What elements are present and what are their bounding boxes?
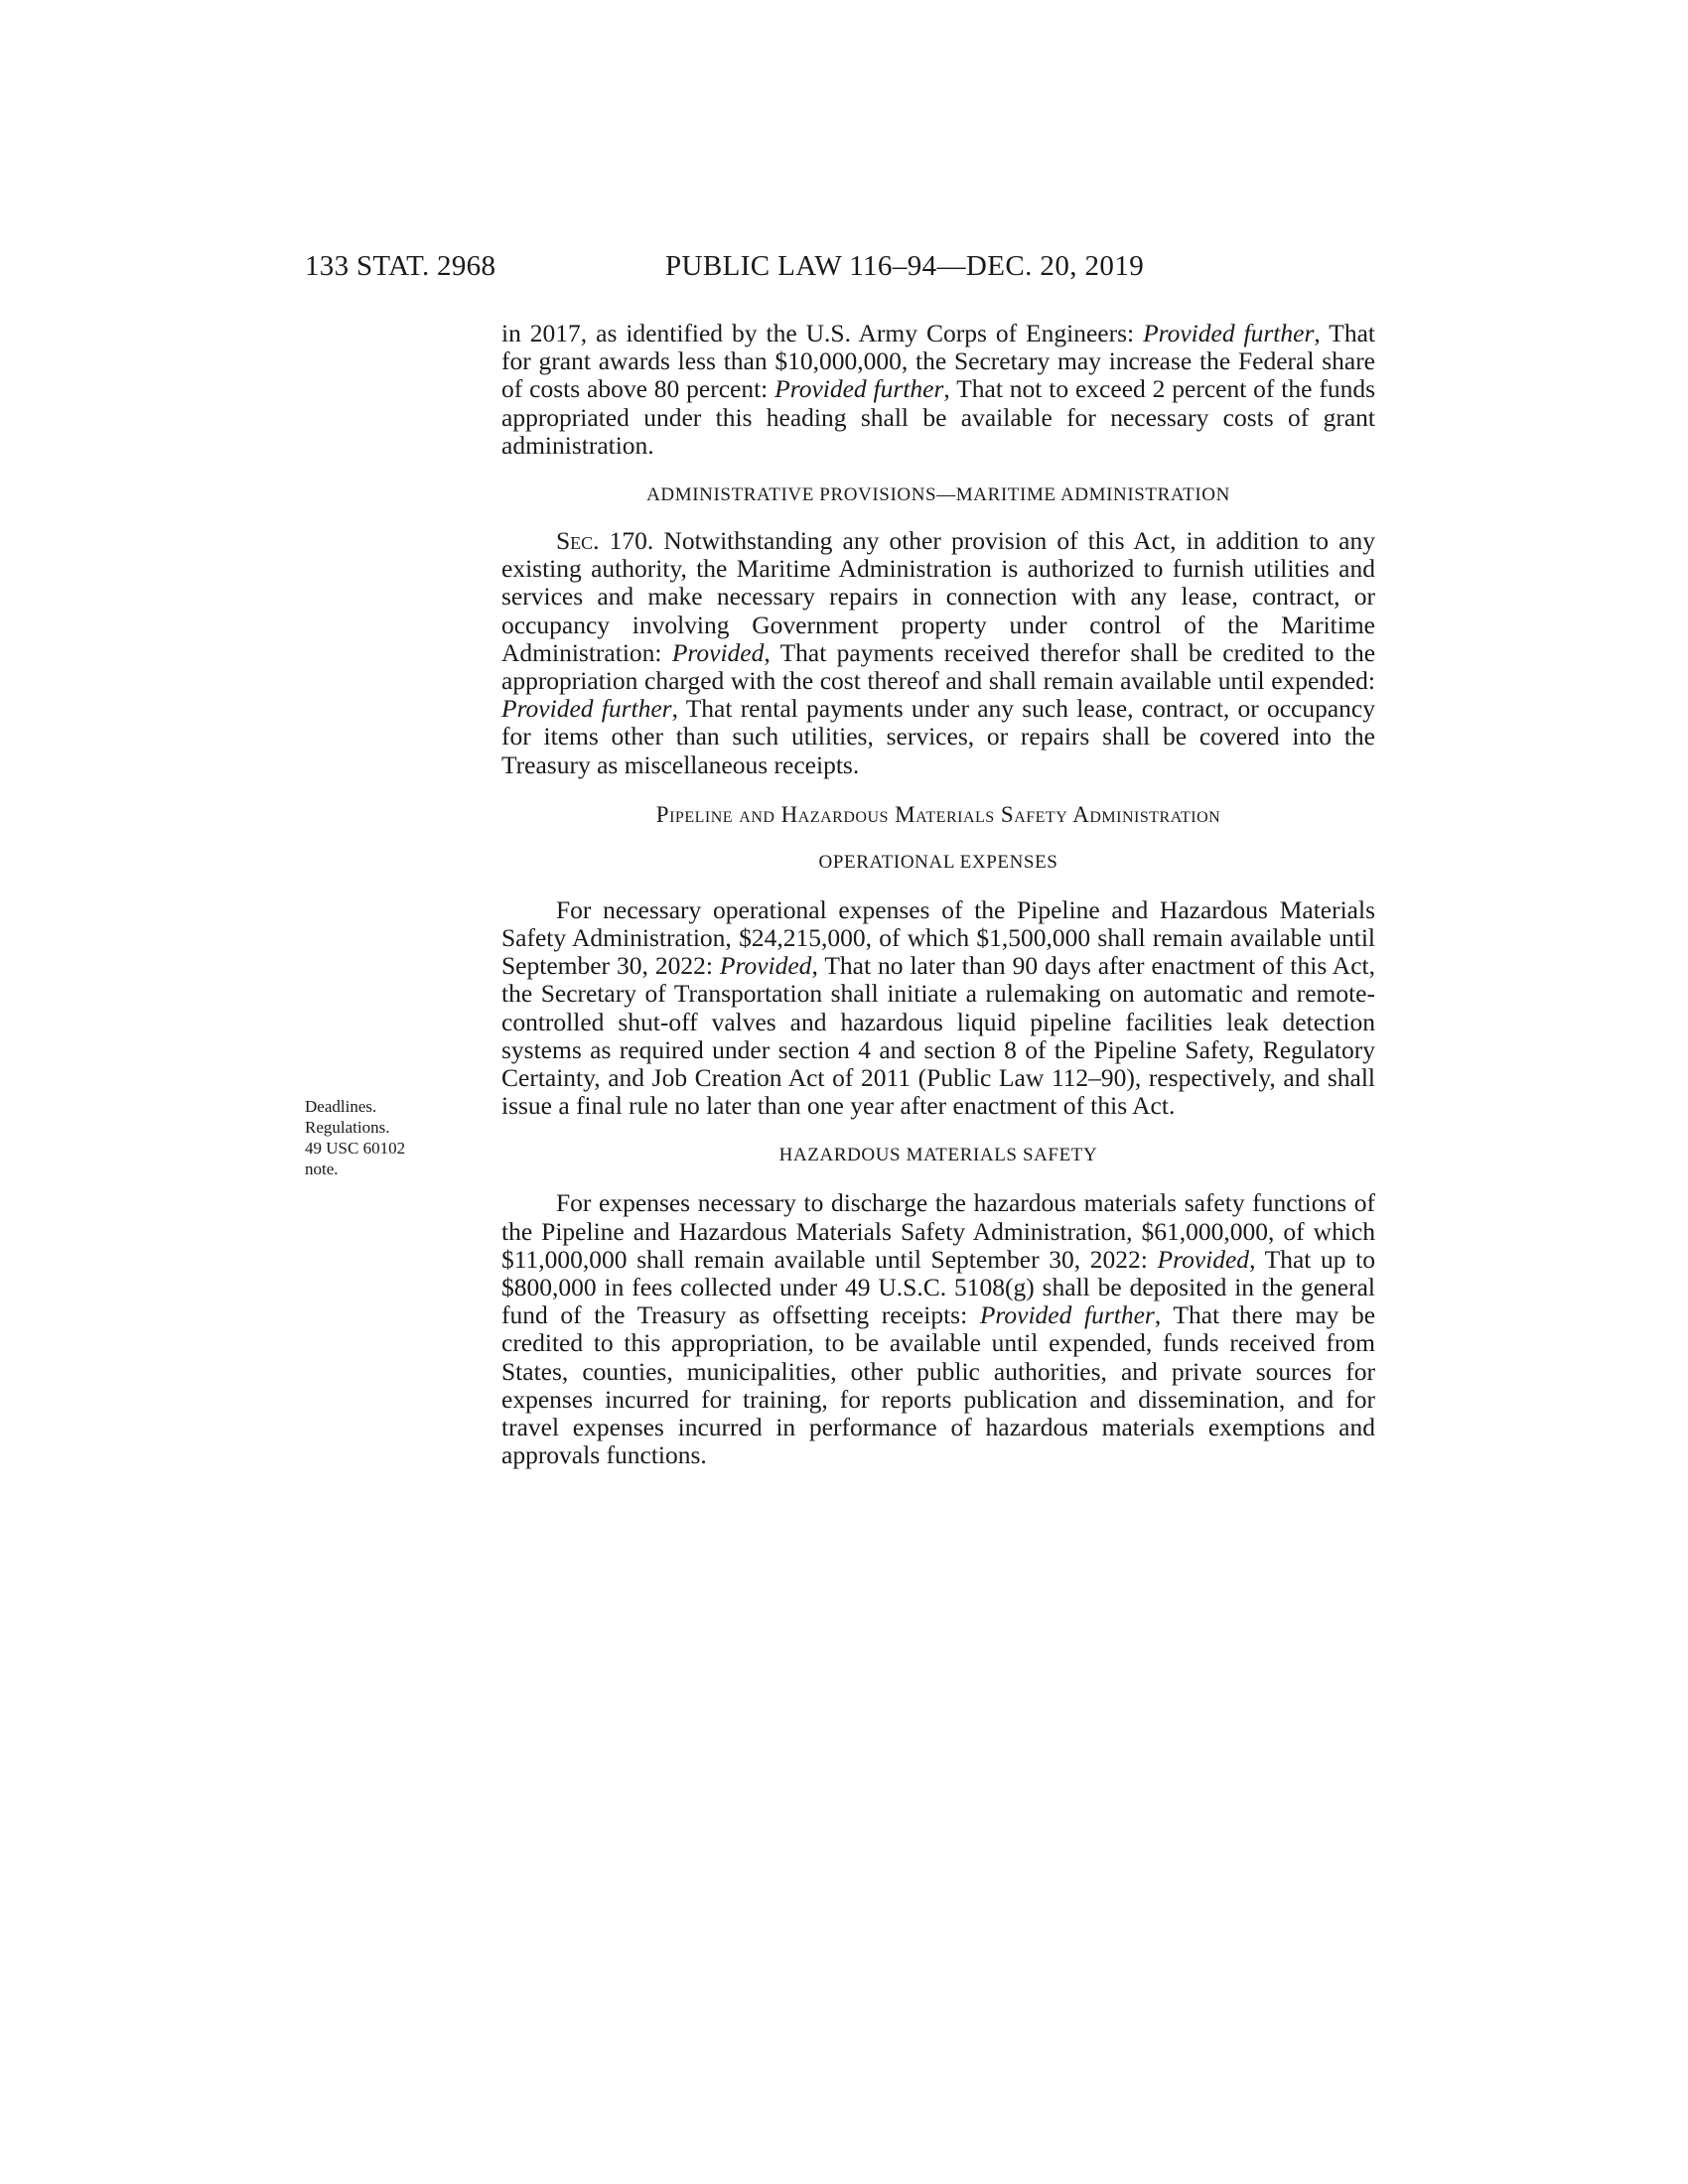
margin-note: [305, 1096, 454, 1179]
margin-note-line: Regulations.: [305, 1118, 390, 1137]
heading-phmsa: Pipeline and Hazardous Materials Safety Administration: [655, 801, 1221, 827]
margin-note-line: Deadlines.: [305, 1097, 377, 1116]
public-law-citation: PUBLIC LAW 116–94—DEC. 20, 2019: [665, 250, 1145, 282]
statute-page-number: 133 STAT. 2968: [305, 250, 496, 282]
paragraph-hazardous-materials-safety: For expenses necessary to discharge the hazardous materials safety functions of the Pipeline and Hazardous Materials Safety Administration, $61,000,000, of which $11,000,000 shall remain available until September 30, 2022: Provided, That up to $800,000 in fees collected under 49 U.S.C. 5108(g) shall be deposited in the general fund of the Treasury as offsetting receipts: Provided further, That there may be credited to this appropriation, to be available until expended, funds received from States, counties, municipalities, other public authorities, and private sources for expenses incurred for training, for reports publication and dissemination, and for travel expenses incurred in performance of hazardous materials exemptions and approvals functions.: [501, 1188, 1376, 1470]
body-text: [501, 320, 1375, 1470]
heading-hazardous-materials-safety: HAZARDOUS MATERIALS SAFETY: [778, 1145, 1098, 1166]
margin-note-line: note.: [305, 1160, 339, 1178]
heading-operational-expenses: OPERATIONAL EXPENSES: [818, 851, 1058, 873]
paragraph-sec-170: Sec. 170. Notwithstanding any other provision of this Act, in addition to any existing authority, the Maritime Administration is authorized to furnish utilities and services and make necessary repairs in connection with any lease, contract, or occupancy involving Government property under control of the Maritime Administration: Provided, That payments received therefor shall be credited to the appropriation charged with the cost thereof and shall remain available until expended: Provided further, That rental payments under any such lease, contract, or occupancy for items other than such utilities, services, or repairs shall be covered into the Treasury as miscellaneous receipts.: [501, 526, 1376, 779]
paragraph-operational-expenses: For necessary operational expenses of the Pipeline and Hazardous Materials Safety Administration, $24,215,000, of which $1,500,000 shall remain available until September 30, 2022: Provided, That no later than 90 days after enactment of this Act, the Secretary of Transportation shall initiate a rulemaking on automatic and remote-controlled shut-off valves and hazardous liquid pipeline facilities leak detection systems as required under section 4 and section 8 of the Pipeline Safety, Regulatory Certainty, and Job Creation Act of 2011 (Public Law 112–90), respectively, and shall issue a final rule no later than one year after enactment of this Act.: [501, 894, 1375, 1121]
section-label: Sec.: [556, 526, 600, 556]
paragraph-grant-continuation: in 2017, as identified by the U.S. Army Corps of Engineers: Provided further, That for grant awards less than $10,000,000, the Secretary may increase the Federal share of costs above 80 percent: Provided further, That not to exceed 2 percent of the funds appropriated under this heading shall be available for necessary costs of grant administration.: [501, 319, 1376, 460]
page-header: [0, 250, 1688, 290]
heading-admin-provisions: ADMINISTRATIVE PROVISIONS—MARITIME ADMINISTRATION: [646, 484, 1230, 506]
margin-note-line: 49 USC 60102: [305, 1139, 406, 1158]
